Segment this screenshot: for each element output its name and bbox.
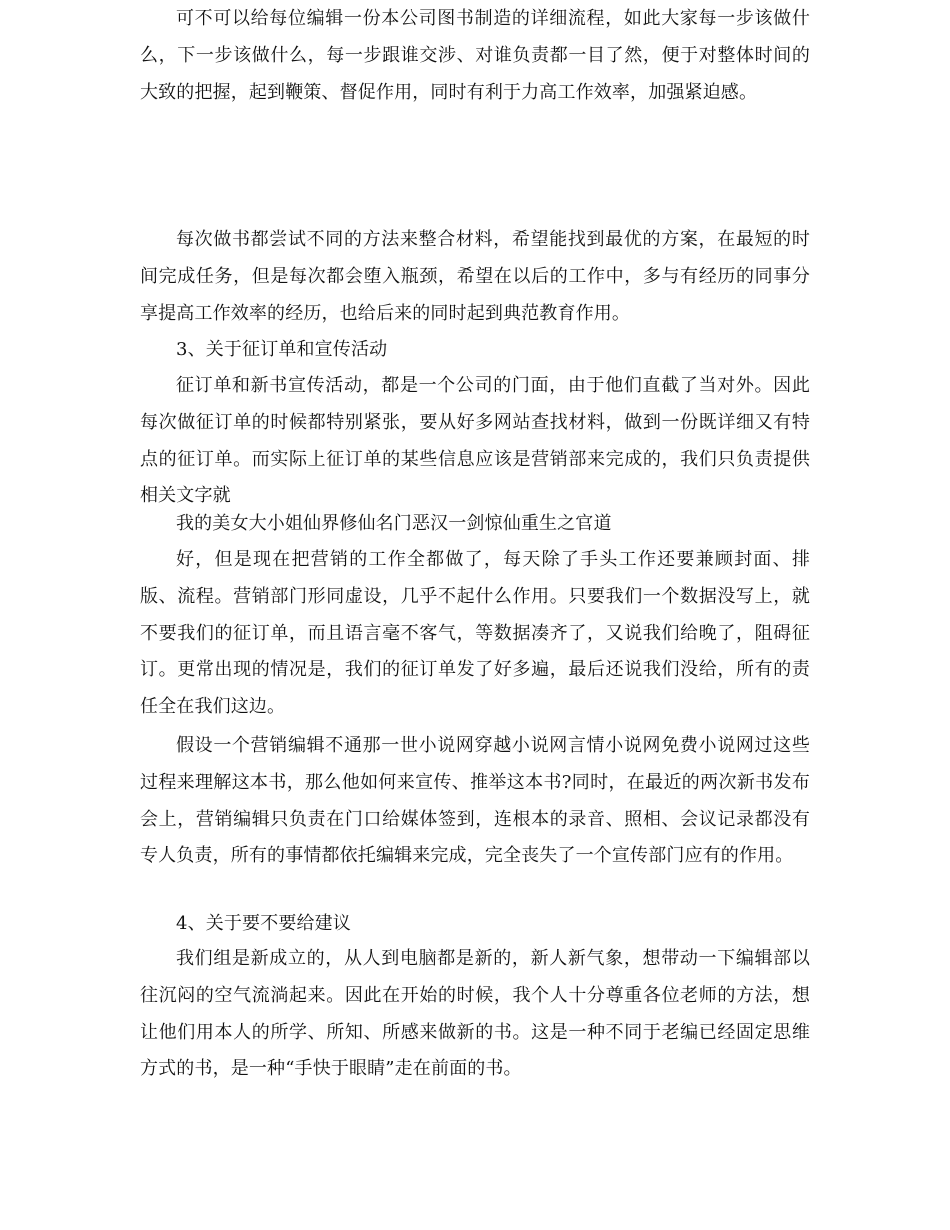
paragraph-efficiency: 每次做书都尝试不同的方法来整合材料，希望能找到最优的方案，在最短的时间完成任务，但是每次都会堕入瓶颈，希望在以后的工作中，多与有经历的同事分享提高工作效率的经历，也给后来的同时起到典范教育作用。 [140, 229, 810, 324]
paragraph-inserted-titles: 我的美女大小姐仙界修仙名门恶汉一剑惊仙重生之官道 [176, 513, 612, 534]
paragraph-new-team: 我们组是新成立的，从人到电脑都是新的，新人新气象，想带动一下编辑部以往沉闷的空气流淌起来。因此在开始的时候，我个人十分尊重各位老师的方法，想让他们用本人的所学、所知、所感来做新的书。这是一种不同于老编已经固定思维方式的书，是一种“手快于眼睛”走在前面的书。 [140, 948, 810, 1080]
paragraph-marketing-editor: 假设一个营销编辑不通那一世小说网穿越小说网言情小说网免费小说网过这些过程来理解这本书，那么他如何来宣传、推举这本书?同时，在最近的两次新书发布会上，营销编辑只负责在门口给媒体签到，连根本的录音、照相、会议记录都没有专人负责，所有的事情都依托编辑来完成，完全丧失了一个宣传部门应有的作用。 [140, 735, 810, 867]
section-heading-3: 3、关于征订单和宣传活动 [176, 339, 388, 360]
section-heading-4: 4、关于要不要给建议 [176, 913, 351, 934]
paragraph-order-forms: 征订单和新书宣传活动，都是一个公司的门面，由于他们直截了当对外。因此每次做征订单的时候都特别紧张，要从好多网站查找材料，做到一份既详细又有特点的征订单。而实际上征订单的某些信息应该是营销部来完成的，我们只负责提供相关文字就 [140, 375, 810, 507]
paragraph-workflow: 可不可以给每位编辑一份本公司图书制造的详细流程，如此大家每一步该做什么，下一步该做什么，每一步跟谁交涉、对谁负责都一目了然，便于对整体时间的大致的把握，起到鞭策、督促作用，同时有利于力高工作效率，加强紧迫感。 [140, 8, 810, 103]
document-page [140, 0, 810, 1230]
paragraph-marketing-work: 好，但是现在把营销的工作全都做了，每天除了手头工作还要兼顾封面、排版、流程。营销部门形同虚设，几乎不起什么作用。只要我们一个数据没写上，就不要我们的征订单，而且语言毫不客气，等数据凑齐了，又说我们给晚了，阻碍征订。更常出现的情况是，我们的征订单发了好多遍，最后还说我们没给，所有的责任全在我们这边。 [140, 549, 810, 718]
